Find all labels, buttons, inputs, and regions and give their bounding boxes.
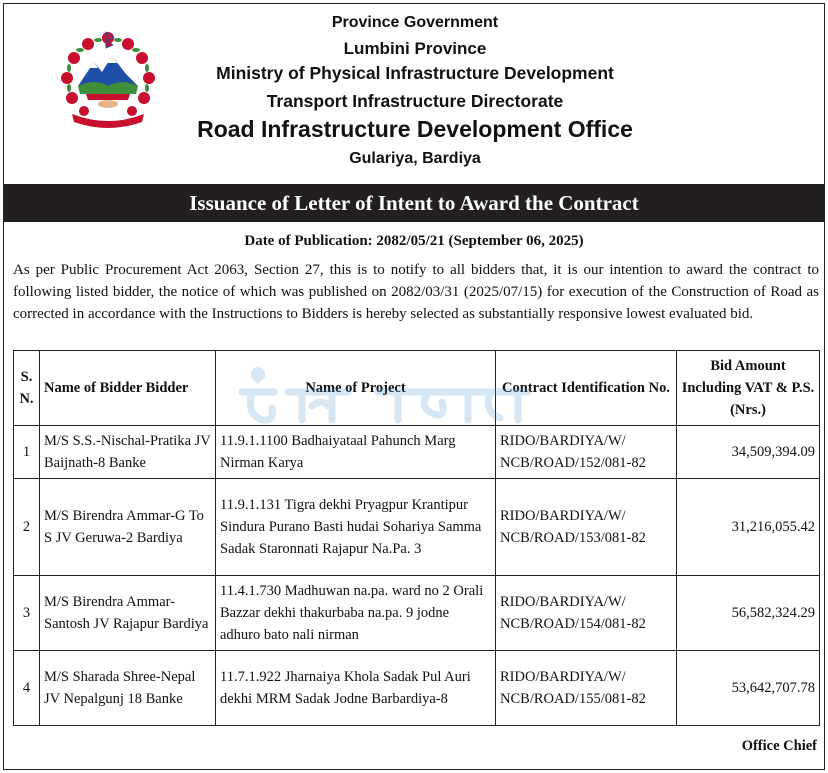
row-project: 11.7.1.922 Jharnaiya Khola Sadak Pul Auri dekhi MRM Sadak Jodne Barbardiya-8 <box>216 651 496 726</box>
table-header-row <box>14 351 820 426</box>
row-contract-id: RIDO/BARDIYA/W/ NCB/ROAD/152/081-82 <box>496 426 677 479</box>
row-amount: 53,642,707.78 <box>677 651 820 726</box>
table-row <box>14 426 820 479</box>
row-contract-id: RIDO/BARDIYA/W/ NCB/ROAD/154/081-82 <box>496 576 677 651</box>
row-project: 11.9.1.131 Tigra dekhi Pryagpur Krantipur Sindura Purano Basti hudai Sohariya Samma Sadak Staronnati Rajapur Na.Pa. 3 <box>216 479 496 576</box>
table-row <box>14 576 820 651</box>
ministry-name: Ministry of Physical Infrastructure Development <box>216 63 614 83</box>
nepal-emblem-icon <box>56 28 160 132</box>
notice-paragraph: As per Public Procurement Act 2063, Section 27, this is to notify to all bidders that, it is our intention to award the contract to following listed bidder, the notice of which was published on 2082/03/31 (2025/07/15) for execution of the Construction of Road as corrected in accordance with the Instructions to Bidders is hereby selected as substantially responsive lowest evaluated bid. <box>13 262 819 322</box>
header-project: Name of Project <box>216 351 496 426</box>
row-bidder: M/S Sharada Shree-Nepal JV Nepalgunj 18 Banke <box>40 651 216 726</box>
signatory-title: Office Chief <box>741 738 817 754</box>
letterhead <box>0 0 828 185</box>
row-bidder: M/S Birendra Ammar-G To S JV Geruwa-2 Bardiya <box>40 479 216 576</box>
row-project: 11.9.1.1100 Badhaiyataal Pahunch Marg Nirman Karya <box>216 426 496 479</box>
row-bidder: M/S Birendra Ammar-Santosh JV Rajapur Bardiya <box>40 576 216 651</box>
office-name: Road Infrastructure Development Office <box>197 116 633 142</box>
row-amount: 31,216,055.42 <box>677 479 820 576</box>
publication-date: Date of Publication: 2082/05/21 (September 06, 2025) <box>244 233 584 249</box>
row-sn: 2 <box>14 479 40 576</box>
notice-title-banner: Issuance of Letter of Intent to Award the Contract <box>4 184 824 222</box>
header-bidder: Name of Bidder Bidder <box>40 351 216 426</box>
row-project: 11.4.1.730 Madhuwan na.pa. ward no 2 Orali Bazzar dekhi thakurbaba na.pa. 9 jodne adhuro bato nali nirman <box>216 576 496 651</box>
header-amount: Bid Amount Including VAT & P.S. (Nrs.) <box>677 351 820 426</box>
header-sn: S. N. <box>14 351 40 426</box>
header-contract-id: Contract Identification No. <box>496 351 677 426</box>
table-row <box>14 479 820 576</box>
office-location: Gulariya, Bardiya <box>349 150 481 167</box>
province-name: Lumbini Province <box>343 39 487 58</box>
row-sn: 4 <box>14 651 40 726</box>
table-row <box>14 651 820 726</box>
row-sn: 3 <box>14 576 40 651</box>
row-contract-id: RIDO/BARDIYA/W/ NCB/ROAD/153/081-82 <box>496 479 677 576</box>
row-amount: 34,509,394.09 <box>677 426 820 479</box>
row-amount: 56,582,324.29 <box>677 576 820 651</box>
row-bidder: M/S S.S.-Nischal-Pratika JV Baijnath-8 Banke <box>40 426 216 479</box>
row-contract-id: RIDO/BARDIYA/W/ NCB/ROAD/155/081-82 <box>496 651 677 726</box>
directorate-name: Transport Infrastructure Directorate <box>266 91 564 111</box>
award-table <box>13 350 820 726</box>
province-government-title: Province Government <box>331 14 499 31</box>
row-sn: 1 <box>14 426 40 479</box>
